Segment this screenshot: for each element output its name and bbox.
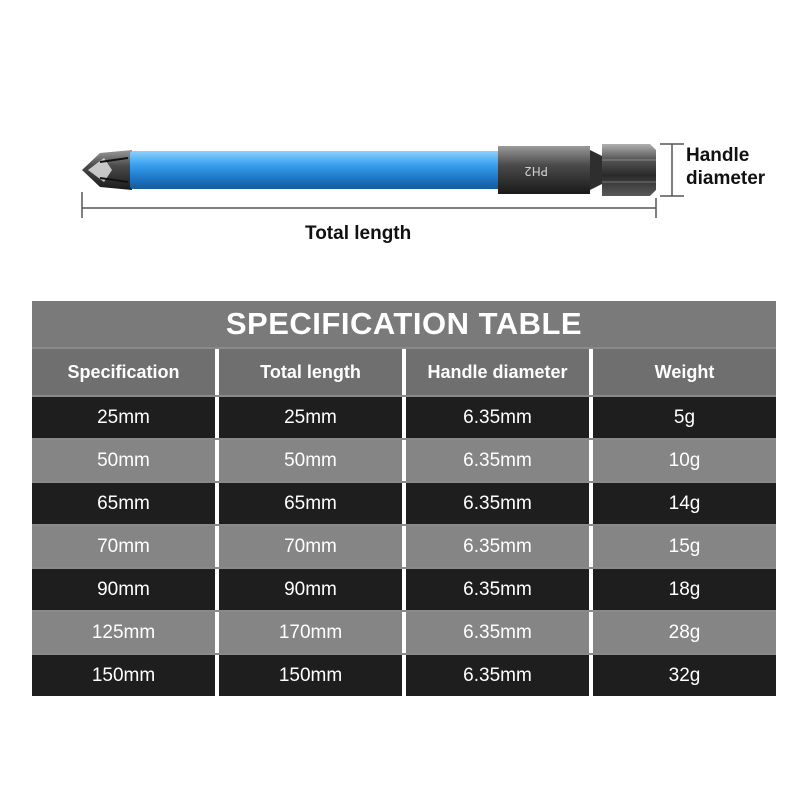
- cell-total-length: 170mm: [219, 612, 402, 653]
- cell-total-length: 50mm: [219, 440, 402, 481]
- total-length-dimension: [82, 192, 656, 218]
- cell-handle-diameter: 6.35mm: [406, 655, 589, 696]
- table-row: [32, 440, 776, 481]
- cell-specification: 70mm: [32, 526, 215, 567]
- header-specification: Specification: [32, 349, 215, 395]
- table-body: [32, 397, 776, 698]
- cell-handle-diameter: 6.35mm: [406, 569, 589, 610]
- cell-handle-diameter: 6.35mm: [406, 526, 589, 567]
- cell-weight: 14g: [593, 483, 776, 524]
- header-handle-diameter: Handle diameter: [406, 349, 589, 395]
- cell-handle-diameter: 6.35mm: [406, 440, 589, 481]
- screwdriver-bit-diagram: [0, 0, 800, 270]
- cell-weight: 15g: [593, 526, 776, 567]
- cell-weight: 18g: [593, 569, 776, 610]
- cell-weight: 32g: [593, 655, 776, 696]
- handle-diameter-label: [686, 144, 765, 190]
- cell-total-length: 90mm: [219, 569, 402, 610]
- bit-marking: PH2: [524, 164, 548, 178]
- cell-weight: 28g: [593, 612, 776, 653]
- bit-neck: [590, 150, 602, 190]
- table-row: [32, 655, 776, 696]
- cell-specification: 65mm: [32, 483, 215, 524]
- cell-handle-diameter: 6.35mm: [406, 483, 589, 524]
- cell-specification: 90mm: [32, 569, 215, 610]
- cell-total-length: 65mm: [219, 483, 402, 524]
- bit-tip: [82, 150, 132, 190]
- table-row: [32, 612, 776, 653]
- table-header-row: [32, 349, 776, 395]
- cell-weight: 5g: [593, 397, 776, 438]
- cell-specification: 150mm: [32, 655, 215, 696]
- total-length-label: Total length: [305, 223, 412, 244]
- handle-diameter-dimension: [660, 144, 684, 196]
- cell-handle-diameter: 6.35mm: [406, 397, 589, 438]
- cell-specification: 50mm: [32, 440, 215, 481]
- cell-specification: 125mm: [32, 612, 215, 653]
- cell-total-length: 25mm: [219, 397, 402, 438]
- cell-total-length: 150mm: [219, 655, 402, 696]
- cell-total-length: 70mm: [219, 526, 402, 567]
- table-row: [32, 526, 776, 567]
- cell-specification: 25mm: [32, 397, 215, 438]
- header-total-length: Total length: [219, 349, 402, 395]
- bit-shaft: [130, 151, 505, 189]
- handle-label-line2: diameter: [686, 168, 766, 189]
- cell-handle-diameter: 6.35mm: [406, 612, 589, 653]
- specification-table: [32, 301, 776, 687]
- hex-shank: [602, 144, 656, 196]
- cell-weight: 10g: [593, 440, 776, 481]
- handle-label-line1: Handle: [686, 145, 750, 166]
- table-row: [32, 569, 776, 610]
- header-weight: Weight: [593, 349, 776, 395]
- table-row: [32, 483, 776, 524]
- table-row: [32, 397, 776, 438]
- table-title: SPECIFICATION TABLE: [32, 301, 776, 347]
